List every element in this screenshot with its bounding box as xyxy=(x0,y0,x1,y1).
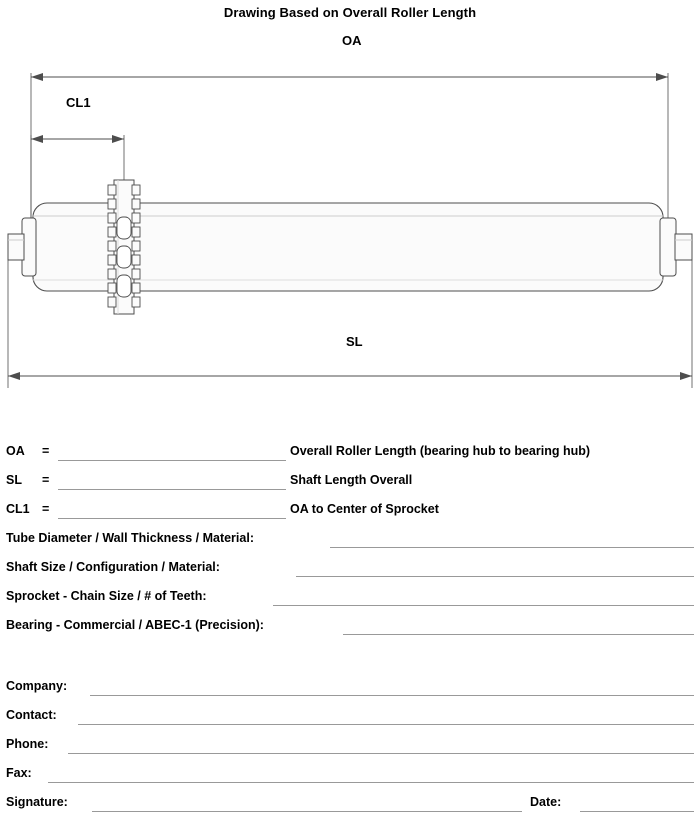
contact-input-contact[interactable] xyxy=(78,724,694,725)
spec-row-shaft xyxy=(0,556,700,585)
contact-label-phone: Phone: xyxy=(6,737,49,751)
field-row-sl xyxy=(0,469,700,498)
contact-label-date: Date: xyxy=(530,795,562,809)
contact-input-phone[interactable] xyxy=(68,753,694,754)
left-shaft-stub xyxy=(8,234,24,260)
spec-row-bearing xyxy=(0,614,700,643)
field-input-sl[interactable] xyxy=(58,489,286,490)
spec-input-shaft[interactable] xyxy=(296,576,694,577)
contact-row-signature xyxy=(0,791,700,820)
contact-input-date[interactable] xyxy=(580,811,694,812)
contact-row-company xyxy=(0,675,700,704)
contact-input-signature[interactable] xyxy=(92,811,522,812)
field-row-cl1 xyxy=(0,498,700,527)
contact-row-fax xyxy=(0,762,700,791)
sl-arrow-left xyxy=(8,372,20,380)
right-shaft-stub xyxy=(675,234,692,260)
cl1-arrow-left xyxy=(31,135,43,143)
dimension-label-sl: SL xyxy=(340,334,369,349)
contact-input-company[interactable] xyxy=(90,695,694,696)
field-description-cl1: OA to Center of Sprocket xyxy=(290,502,439,516)
field-label-cl1: CL1 xyxy=(6,502,30,516)
spec-label-shaft: Shaft Size / Configuration / Material: xyxy=(6,560,220,574)
spec-row-sprocket xyxy=(0,585,700,614)
contact-label-company: Company: xyxy=(6,679,68,693)
field-input-cl1[interactable] xyxy=(58,518,286,519)
contact-form xyxy=(0,675,700,820)
dimension-label-oa: OA xyxy=(336,33,368,48)
field-label-sl: SL xyxy=(6,473,22,487)
contact-row-contact xyxy=(0,704,700,733)
spec-label-sprocket: Sprocket - Chain Size / # of Teeth: xyxy=(6,589,207,603)
field-row-oa xyxy=(0,440,700,469)
oa-arrow-left xyxy=(31,73,43,81)
dimension-label-cl1: CL1 xyxy=(60,95,97,110)
oa-arrow-right xyxy=(656,73,668,81)
field-description-sl: Shaft Length Overall xyxy=(290,473,413,487)
spec-label-bearing: Bearing - Commercial / ABEC-1 (Precision): xyxy=(6,618,264,632)
roller-drawing xyxy=(0,33,700,420)
field-equals-cl1: = xyxy=(42,502,50,516)
field-equals-oa: = xyxy=(42,444,50,458)
spec-input-bearing[interactable] xyxy=(343,634,694,635)
spec-label-tube: Tube Diameter / Wall Thickness / Material: xyxy=(6,531,254,545)
contact-label-contact: Contact: xyxy=(6,708,57,722)
spec-row-tube xyxy=(0,527,700,556)
spec-input-sprocket[interactable] xyxy=(273,605,694,606)
roller-drawing-svg xyxy=(0,40,700,420)
sl-arrow-right xyxy=(680,372,692,380)
field-description-oa: Overall Roller Length (bearing hub to bearing hub) xyxy=(290,444,591,458)
page-title: Drawing Based on Overall Roller Length xyxy=(223,5,477,20)
field-label-oa: OA xyxy=(6,444,25,458)
field-equals-sl: = xyxy=(42,473,50,487)
sprocket-rollers xyxy=(117,217,131,297)
spec-input-tube[interactable] xyxy=(330,547,694,548)
contact-row-phone xyxy=(0,733,700,762)
specification-form xyxy=(0,440,700,643)
contact-input-fax[interactable] xyxy=(48,782,694,783)
right-bearing-hub xyxy=(660,218,676,276)
contact-label-fax: Fax: xyxy=(6,766,32,780)
cl1-arrow-right xyxy=(112,135,124,143)
contact-label-signature: Signature: xyxy=(6,795,68,809)
field-input-oa[interactable] xyxy=(58,460,286,461)
